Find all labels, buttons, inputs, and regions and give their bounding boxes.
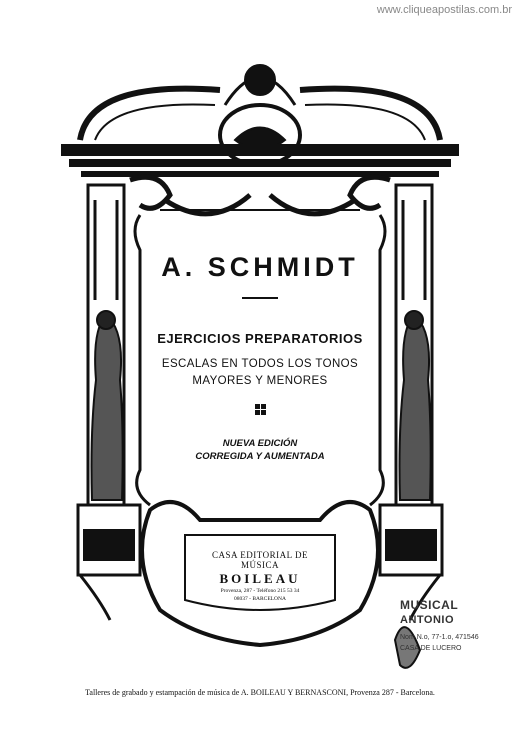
stamp-line-2: ANTONIO bbox=[400, 614, 455, 626]
shop-stamp bbox=[400, 598, 510, 652]
subtitle-line-1: ESCALAS EN TODOS LOS TONOS bbox=[161, 358, 359, 370]
title-panel bbox=[140, 225, 380, 463]
stamp-line-1: MUSICAL bbox=[400, 598, 459, 612]
work-title: EJERCICIOS PREPARATORIOS bbox=[157, 331, 363, 346]
stamp-line-4: CASA DE LUCERO bbox=[400, 645, 462, 652]
plaque-publisher-name: BOILEAU bbox=[219, 571, 301, 586]
edition-line-2: CORREGIDA Y AUMENTADA bbox=[195, 451, 325, 462]
composer-name: A. SCHMIDT bbox=[161, 252, 359, 282]
watermark: www.cliqueapostilas.com.br bbox=[376, 4, 512, 16]
printer-footer: Talleres de grabado y estampación de música de A. BOILEAU Y BERNASCONI, Provenza 287 - Barcelona. bbox=[85, 688, 435, 697]
diamond-ornament-icon bbox=[255, 404, 266, 415]
edition-note bbox=[140, 437, 380, 463]
title-divider bbox=[242, 297, 278, 299]
stamp-line-3: Nom N.o, 77-1.o, 471546 bbox=[400, 634, 479, 641]
plaque-city: 08037 - BARCELONA bbox=[234, 596, 286, 602]
edition-line-1: NUEVA EDICIÓN bbox=[222, 438, 298, 449]
plaque-address: Provenza, 287 - Teléfono 215 53 34 bbox=[220, 588, 300, 594]
plaque-publisher-type: CASA EDITORIAL DE MÚSICA bbox=[212, 550, 308, 570]
subtitle-line-2: MAYORES Y MENORES bbox=[192, 375, 328, 387]
work-subtitle bbox=[140, 356, 380, 390]
publisher-plaque bbox=[200, 550, 320, 603]
